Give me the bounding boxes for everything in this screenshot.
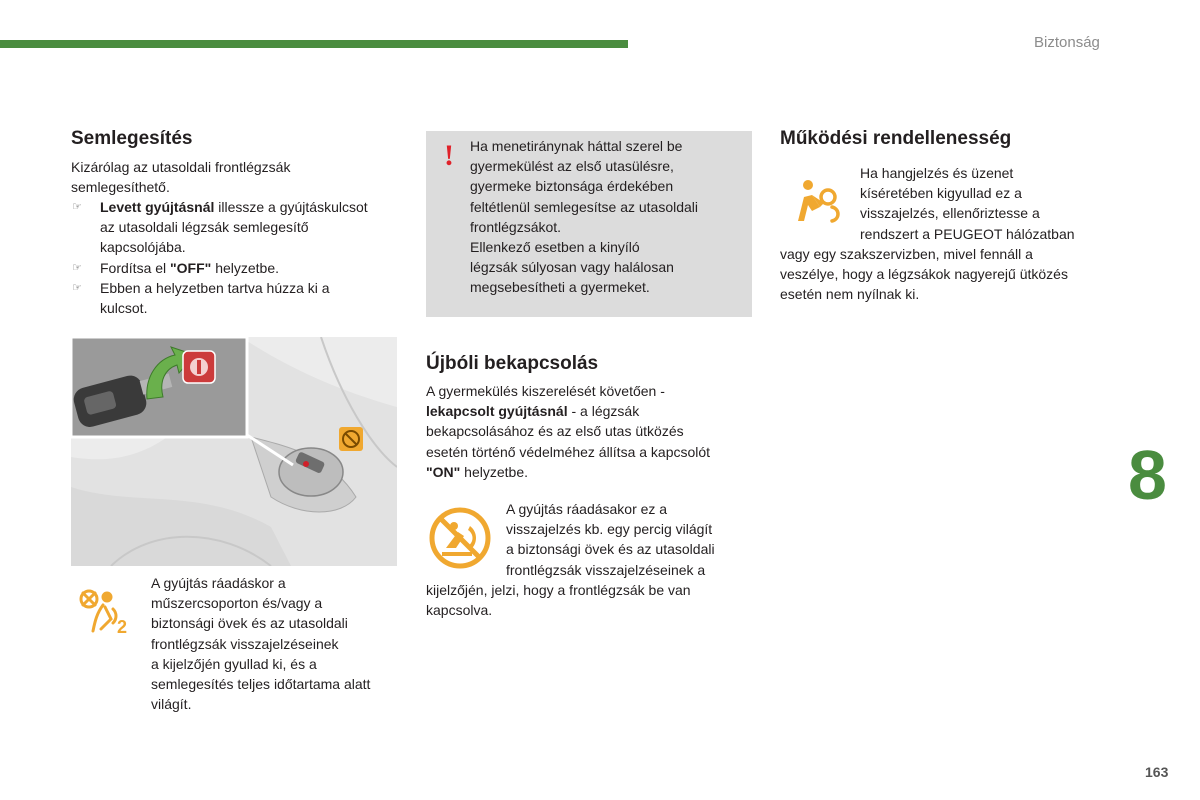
pointer-icon: ☞ [72, 201, 82, 213]
list-item: ☞ Levett gyújtásnál illessze a gyújtáskulcsot az utasoldali légzsák semlegesítő kapcsolójába. [72, 199, 368, 256]
list-item: ☞ Ebben a helyzetben tartva húzza ki a kulcsot. [72, 279, 330, 317]
airbag-off-indicator-icon [77, 587, 135, 637]
pointer-icon: ☞ [72, 281, 82, 294]
off-indicator-text: A gyújtás ráadáskor a műszercsoporton és/vagy a biztonsági övek és az utasoldali frontlégzsák visszajelzéseinek a kijelzőjén gyullad ki, és a semlegesítés teljes időtartama alatt világít. [151, 575, 371, 713]
child-seat-airbag-icon [428, 506, 492, 570]
semlegesites-title: Semlegesítés [71, 128, 193, 149]
ujboli-indicator-text: A gyújtás ráadásakor ez a visszajelzés kb. egy percig világít a biztonsági övek és az utasoldali frontlégzsák visszajelzéseinek a [506, 501, 715, 578]
svg-text:2: 2 [117, 617, 128, 637]
ujboli-text: A gyermekülés kiszerelését követően - lekapcsolt gyújtásnál - a légzsák bekapcsolásához és az első utas ütközés esetén történő védelméhez állítsa a kapcsolót "ON" helyzetbe. [426, 383, 711, 480]
ujboli-indicator-text-cont: kijelzőjén, jelzi, hogy a frontlégzsák be van kapcsolva. [426, 582, 691, 619]
ujboli-title: Újbóli bekapcsolás [426, 353, 599, 374]
airbag-fault-icon [790, 177, 844, 225]
warning-exclamation-icon: ! [444, 139, 454, 172]
warning-text: Ha menetiránynak háttal szerel be gyermekülést az első utasülésre, gyermeke biztonsága érdekében feltétlenül semlegesítse az utasoldali frontlégzsákot. Ellenkező esetben a kinyíló légzsák súlyosan vagy halálosan megsebesítheti a gyermeket. [470, 138, 699, 296]
chapter-number: 8 [1128, 436, 1167, 514]
mukodesi-indicator-text: Ha hangjelzés és üzenet kíséretében kigyullad ez a visszajelzés, ellenőriztesse a rendszert a PEUGEOT hálózatban [860, 165, 1075, 242]
page-number: 163 [1145, 764, 1169, 780]
list-item: ☞ Fordítsa el "OFF" helyzetbe. [71, 258, 401, 278]
semlegesites-steps [71, 197, 401, 318]
section-label: Biztonság [1034, 34, 1100, 51]
semlegesites-intro: Kizárólag az utasoldali frontlégzsák semlegesíthető. [71, 159, 291, 196]
mukodesi-title: Működési rendellenesség [780, 128, 1012, 149]
pointer-icon: ☞ [72, 261, 82, 274]
mukodesi-text: vagy egy szakszervizben, mivel fennáll a veszélye, hogy a légzsákok nagyerejű ütközés esetén nem nyílnak ki. [780, 246, 1068, 303]
header-accent-bar [0, 40, 628, 48]
warning-box [426, 131, 752, 317]
airbag-switch-illustration [71, 337, 397, 566]
